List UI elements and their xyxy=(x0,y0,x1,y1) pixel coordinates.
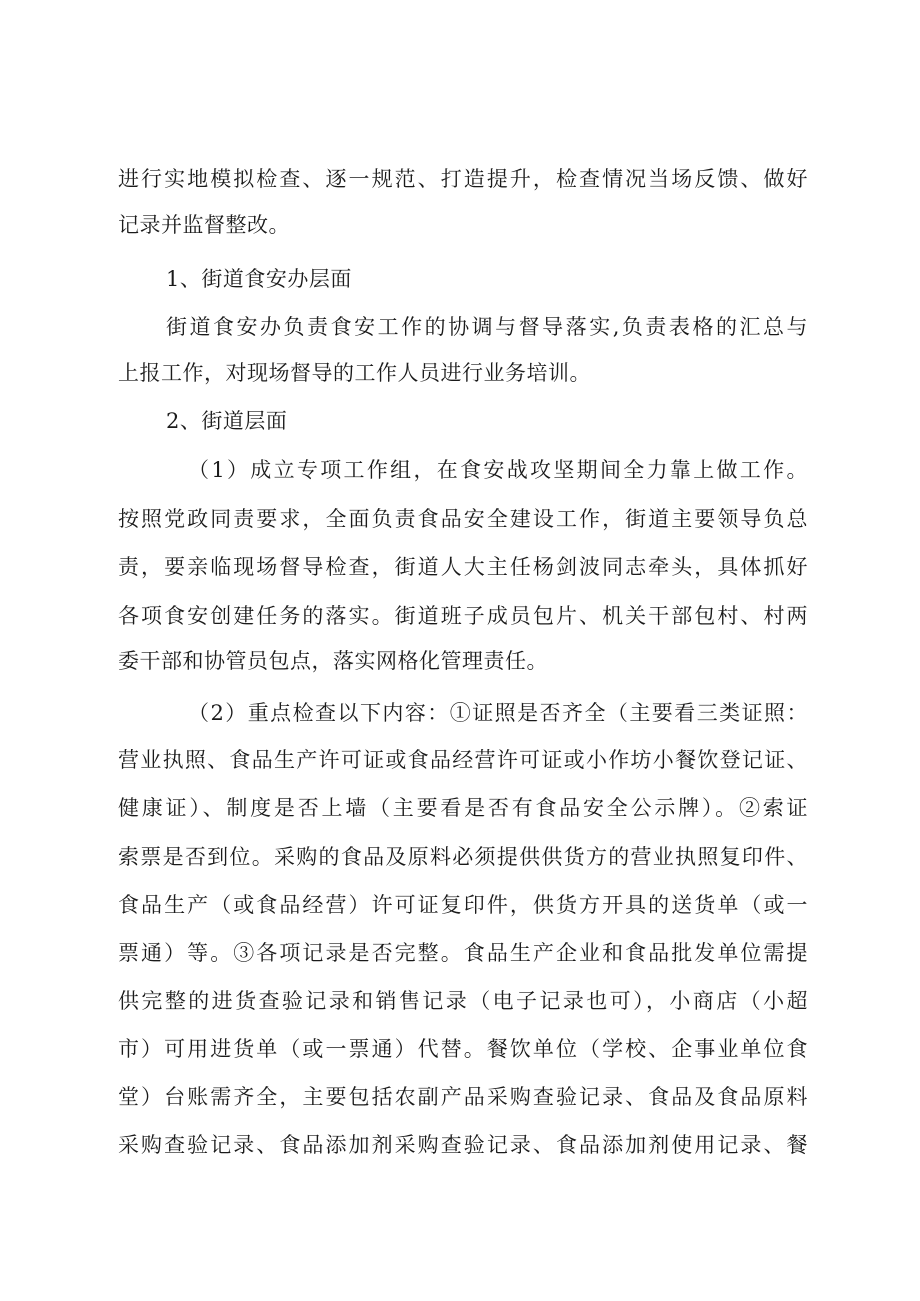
body-text-line: 记录并监督整改。 xyxy=(118,213,290,237)
body-text-line: 上报工作，对现场督导的工作人员进行业务培训。 xyxy=(118,361,591,385)
body-text-line: 索票是否到位。采购的食品及原料必须提供供货方的营业执照复印件、 xyxy=(118,845,808,869)
body-text-line: 按照党政同责要求，全面负责食品安全建设工作，街道主要领导负总 xyxy=(118,507,808,531)
body-text-line: 供完整的进货查验记录和销售记录（电子记录也可），小商店（小超 xyxy=(118,989,808,1013)
body-text-line: 采购查验记录、食品添加剂采购查验记录、食品添加剂使用记录、餐 xyxy=(118,1133,808,1157)
body-text-line: （2）重点检查以下内容：①证照是否齐全（主要看三类证照： xyxy=(188,701,808,725)
body-text-line: 堂）台账需齐全，主要包括农副产品采购查验记录、食品及食品原料 xyxy=(118,1085,808,1109)
body-text-line: 责，要亲临现场督导检查，街道人大主任杨剑波同志牵头，具体抓好 xyxy=(118,555,808,579)
body-text-line: 委干部和协管员包点，落实网格化管理责任。 xyxy=(118,649,548,673)
body-text-line: 健康证）、制度是否上墙（主要看是否有食品安全公示牌）。②索证 xyxy=(118,796,808,820)
body-text-line: 营业执照、食品生产许可证或食品经营许可证或小作坊小餐饮登记证、 xyxy=(118,748,808,772)
body-text-line: 进行实地模拟检查、逐一规范、打造提升，检查情况当场反馈、做好 xyxy=(118,167,808,191)
body-text-line: 食品生产（或食品经营）许可证复印件，供货方开具的送货单（或一 xyxy=(118,893,808,917)
body-text-line: 街道食安办负责食安工作的协调与督导落实,负责表格的汇总与 xyxy=(166,315,808,339)
body-text-line: 各项食安创建任务的落实。街道班子成员包片、机关干部包村、村两 xyxy=(118,604,808,628)
body-text-line: 票通）等。③各项记录是否完整。食品生产企业和食品批发单位需提 xyxy=(118,941,808,965)
body-text-line: 市）可用进货单（或一票通）代替。餐饮单位（学校、企事业单位食 xyxy=(118,1037,808,1061)
section-heading: 2、街道层面 xyxy=(166,409,288,433)
body-text-line: （1）成立专项工作组，在食安战攻坚期间全力靠上做工作。 xyxy=(188,458,808,482)
section-heading: 1、街道食安办层面 xyxy=(166,267,352,291)
